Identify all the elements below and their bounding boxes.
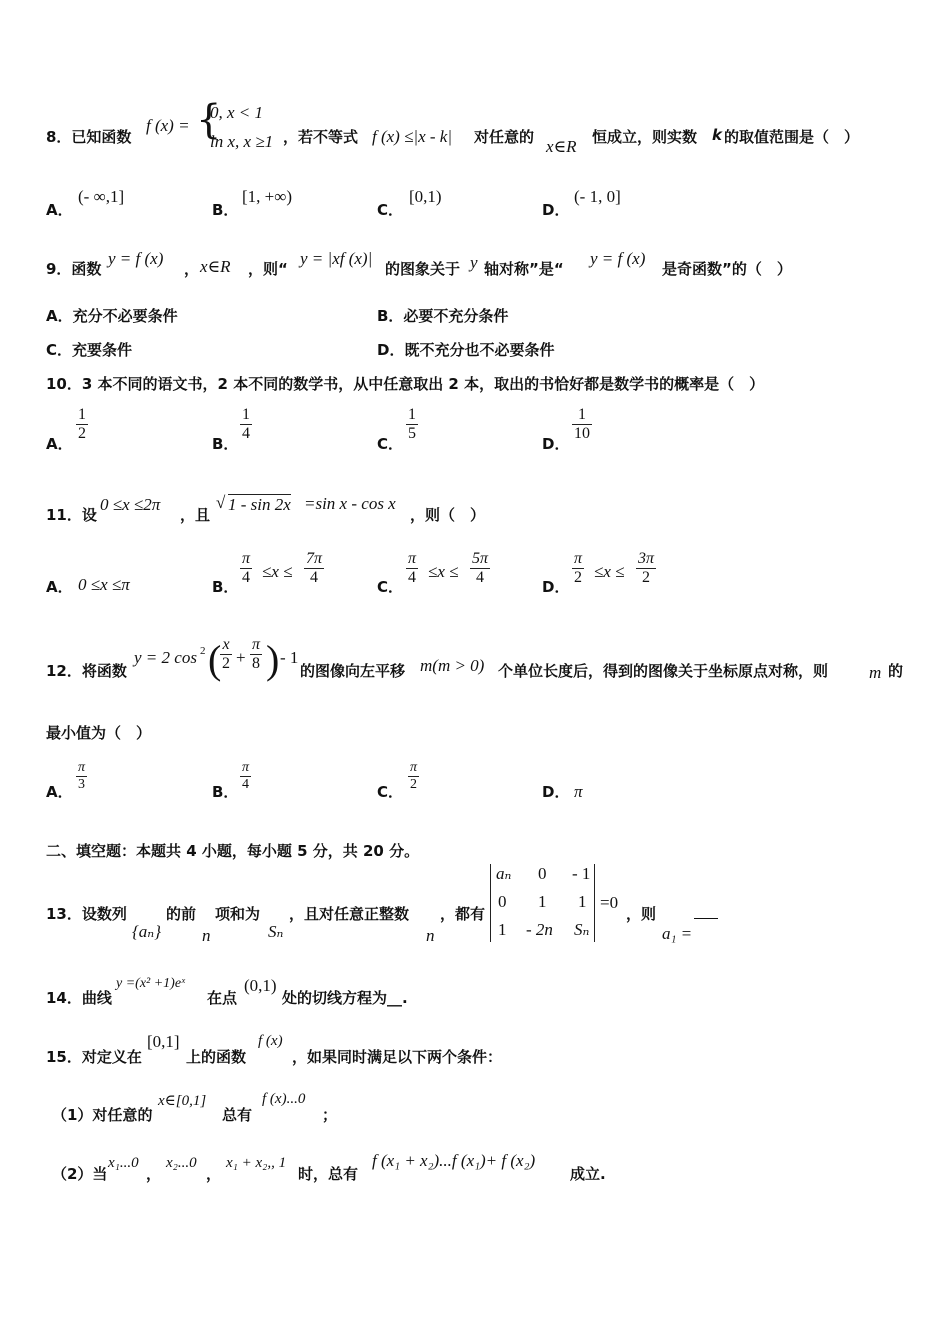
q9-option-d[interactable]: D．既不充分也不必要条件 bbox=[377, 341, 555, 359]
q11-option-d-left: $\frac{\pi}{2}$ bbox=[574, 550, 583, 586]
q11-option-a-value: 0 ≤x ≤π bbox=[78, 575, 130, 594]
q8-brace: { bbox=[196, 97, 222, 143]
q15-cond2-sep2: ， bbox=[206, 1165, 222, 1183]
q12-frac-pi: $\frac{\pi}{8}$ bbox=[252, 636, 261, 672]
q11-number: 11．设 bbox=[46, 506, 97, 524]
q12-text-tail: 个单位长度后，得到的图像关于坐标原点对称，则 bbox=[498, 662, 829, 680]
q10-option-d-fraction: $\frac{1}{10}$ bbox=[574, 406, 590, 442]
q9-sep: ， bbox=[184, 260, 200, 278]
q10-option-a-fraction: $\frac{1}{2}$ bbox=[78, 406, 86, 442]
q12-fn-start: y = 2 cos bbox=[134, 648, 197, 667]
q11-tail: ，则（ ） bbox=[410, 506, 486, 524]
q15-interval: [0,1] bbox=[147, 1032, 180, 1051]
q11-option-b-label[interactable]: B． bbox=[212, 578, 239, 596]
q8-option-d-label[interactable]: D． bbox=[542, 201, 570, 219]
q13-sn: Sₙ bbox=[268, 922, 284, 941]
q8-text-2: 对任意的 bbox=[474, 128, 535, 146]
q9-number: 9．函数 bbox=[46, 260, 102, 278]
q9-condition-2: y = f (x) bbox=[590, 249, 646, 268]
q11-range: 0 ≤x ≤2π bbox=[100, 495, 161, 514]
q12-sup: 2 bbox=[200, 645, 206, 657]
q13-det-r3c1: 1 bbox=[498, 920, 507, 939]
q13-det-right-bar bbox=[594, 864, 595, 942]
q11-rhs: =sin x - cos x bbox=[304, 494, 396, 513]
section-2-heading: 二、填空题：本题共 4 小题，每小题 5 分，共 20 分。 bbox=[46, 842, 420, 860]
q9-text-mid: 的图象关于 bbox=[385, 260, 461, 278]
q15-cond1-label: （1）对任意的 bbox=[52, 1106, 153, 1124]
q13-mid: ，且对任意正整数 bbox=[289, 905, 410, 923]
q10-option-d-label[interactable]: D． bbox=[542, 435, 570, 453]
q15-cond2-sum: x₁ + x₂,, 1 bbox=[226, 1155, 287, 1171]
q12-option-c-label[interactable]: C． bbox=[377, 783, 404, 801]
q15-cond2-when: 时，总有 bbox=[298, 1165, 359, 1183]
q14-number: 14．曲线 bbox=[46, 989, 112, 1007]
q10-option-b-fraction: $\frac{1}{4}$ bbox=[242, 406, 250, 442]
q14-at: 在点 bbox=[207, 989, 238, 1007]
q12-line2: 最小值为（ ） bbox=[46, 724, 152, 742]
q8-inequality: f (x) ≤|x - k| bbox=[372, 127, 453, 146]
q14-tail: 处的切线方程为__. bbox=[282, 989, 408, 1007]
q9-option-c[interactable]: C．充要条件 bbox=[46, 341, 133, 359]
q13-det-r3c3: Sₙ bbox=[574, 920, 590, 939]
q11-option-c-right: $\frac{5\pi}{4}$ bbox=[472, 550, 489, 586]
q15-cond1-end: ； bbox=[322, 1106, 338, 1124]
q12-option-b-fraction: $\frac{\pi}{4}$ bbox=[242, 760, 250, 792]
q8-option-a-label[interactable]: A． bbox=[46, 201, 73, 219]
q8-option-b-label[interactable]: B． bbox=[212, 201, 239, 219]
q11-option-c-left: $\frac{\pi}{4}$ bbox=[408, 550, 417, 586]
q12-option-d-value: π bbox=[574, 782, 583, 801]
q13-an: {aₙ} bbox=[132, 922, 161, 941]
q15-fx: f (x) bbox=[258, 1033, 283, 1049]
q12-number: 12．将函数 bbox=[46, 662, 127, 680]
q8-text-3: 恒成立，则实数 bbox=[592, 128, 698, 146]
q12-m2: m bbox=[869, 663, 882, 682]
q11-option-d-mid: ≤x ≤ bbox=[594, 562, 625, 581]
q13-det-r1c1: aₙ bbox=[496, 864, 512, 883]
q13-answer-blank[interactable] bbox=[694, 918, 718, 919]
q13-a1: a₁ = bbox=[662, 924, 693, 943]
q12-frac-x: $\frac{x}{2}$ bbox=[222, 636, 230, 672]
q9-then: ，则“ bbox=[248, 260, 288, 278]
q9-function: y = f (x) bbox=[108, 249, 164, 268]
q11-option-d-label[interactable]: D． bbox=[542, 578, 570, 596]
q12-option-a-fraction: $\frac{\pi}{3}$ bbox=[78, 760, 86, 792]
q9-text-mid2: 轴对称”是“ bbox=[484, 260, 564, 278]
q11-sqrt-body: 1 - sin 2x bbox=[228, 495, 291, 514]
q15-cond1-mid: 总有 bbox=[222, 1106, 253, 1124]
q12-option-c-fraction: $\frac{\pi}{2}$ bbox=[410, 760, 418, 792]
q11-option-d-right: $\frac{3\pi}{2}$ bbox=[638, 550, 655, 586]
q12-paren-open: ( bbox=[208, 637, 222, 682]
q8-function: f (x) = bbox=[146, 116, 190, 135]
q9-option-b[interactable]: B．必要不充分条件 bbox=[377, 307, 509, 325]
q8-option-d-value: (- 1, 0] bbox=[574, 187, 621, 206]
question-8 bbox=[46, 126, 131, 147]
q11-option-c-mid: ≤x ≤ bbox=[428, 562, 459, 581]
q12-minus-one: - 1 bbox=[280, 648, 299, 667]
q15-cond2-ineq: f (x₁ + x₂)...f (x₁)+ f (x₂) bbox=[372, 1151, 536, 1170]
q14-curve: y =(x² +1)eˣ bbox=[116, 976, 186, 991]
q10-text: 10．3 本不同的语文书，2 本不同的数学书，从中任意取出 2 本，取出的书恰好都是数学书的概率是（ ） bbox=[46, 375, 765, 393]
q13-det-r3c2: - 2n bbox=[526, 920, 553, 939]
q13-number: 13．设数列 bbox=[46, 905, 127, 923]
q11-and: ，且 bbox=[180, 506, 211, 524]
q8-number: 8．已知函数 bbox=[46, 128, 132, 146]
q13-n2: n bbox=[426, 926, 435, 945]
q13-det-r1c2: 0 bbox=[538, 864, 547, 883]
q9-y: y bbox=[470, 253, 478, 272]
q10-option-a-label[interactable]: A． bbox=[46, 435, 73, 453]
q15-cond2-x2: x₂...0 bbox=[166, 1155, 197, 1171]
q8-domain: x∈R bbox=[546, 137, 577, 156]
q12-m: m(m > 0) bbox=[420, 656, 485, 675]
q13-det-r1c3: - 1 bbox=[572, 864, 591, 883]
q8-k: k bbox=[712, 126, 722, 144]
q10-option-c-label[interactable]: C． bbox=[377, 435, 404, 453]
q9-condition-1: y = |xf (x)| bbox=[300, 249, 373, 268]
q15-tail: ，如果同时满足以下两个条件： bbox=[292, 1048, 503, 1066]
q15-cond1-f: f (x)...0 bbox=[262, 1091, 306, 1107]
q9-option-a[interactable]: A．充分不必要条件 bbox=[46, 307, 178, 325]
q8-option-a-value: (- ∞,1] bbox=[78, 187, 125, 206]
q12-option-a-label[interactable]: A． bbox=[46, 783, 73, 801]
q8-piece-2: ln x, x ≥1 bbox=[210, 132, 274, 151]
q11-option-b-right: $\frac{7\pi}{4}$ bbox=[306, 550, 323, 586]
q11-option-a-label[interactable]: A． bbox=[46, 578, 73, 596]
q12-plus: + bbox=[236, 648, 246, 667]
q15-cond1-x: x∈[0,1] bbox=[158, 1093, 207, 1109]
q10-option-b-label[interactable]: B． bbox=[212, 435, 239, 453]
q11-option-c-label[interactable]: C． bbox=[377, 578, 404, 596]
q12-paren-close: ) bbox=[266, 637, 280, 682]
q15-cond2-sep1: ， bbox=[146, 1165, 162, 1183]
q13-he: 项和为 bbox=[215, 905, 261, 923]
q15-number: 15．对定义在 bbox=[46, 1048, 142, 1066]
q14-point: (0,1) bbox=[244, 976, 277, 995]
q12-option-d-label[interactable]: D． bbox=[542, 783, 570, 801]
q13-det-r2c3: 1 bbox=[578, 892, 587, 911]
q13-qian: 的前 bbox=[166, 905, 197, 923]
q15-cond2-end: 成立. bbox=[570, 1165, 606, 1183]
q10-option-c-fraction: $\frac{1}{5}$ bbox=[408, 406, 416, 442]
q8-text-4: 的取值范围是（ ） bbox=[724, 128, 860, 146]
q8-option-b-value: [1, +∞) bbox=[242, 187, 293, 206]
q9-text-tail: 是奇函数”的（ ） bbox=[662, 260, 792, 278]
q8-text-1: ，若不等式 bbox=[283, 128, 359, 146]
q11-option-b-mid: ≤x ≤ bbox=[262, 562, 293, 581]
q8-option-c-label[interactable]: C． bbox=[377, 201, 404, 219]
q13-det-left-bar bbox=[490, 864, 491, 942]
q8-option-c-value: [0,1) bbox=[409, 187, 442, 206]
q12-option-b-label[interactable]: B． bbox=[212, 783, 239, 801]
q15-cond2-x1: x₁...0 bbox=[108, 1155, 139, 1171]
q11-option-b-left: $\frac{\pi}{4}$ bbox=[242, 550, 251, 586]
q12-text-tail2: 的 bbox=[888, 662, 904, 680]
q12-text-mid: 的图像向左平移 bbox=[300, 662, 406, 680]
q8-piece-1: 0, x < 1 bbox=[210, 103, 264, 122]
q13-det-r2c2: 1 bbox=[538, 892, 547, 911]
q13-n: n bbox=[202, 926, 211, 945]
q13-you: ，都有 bbox=[440, 905, 486, 923]
q15-mid: 上的函数 bbox=[186, 1048, 247, 1066]
q9-domain: x∈R bbox=[200, 257, 231, 276]
q11-sqrt-sign: √ bbox=[216, 493, 226, 512]
q13-det-r2c1: 0 bbox=[498, 892, 507, 911]
q13-equals-zero: =0 bbox=[600, 893, 619, 912]
q13-then: ，则 bbox=[626, 905, 657, 923]
q15-cond2-label: （2）当 bbox=[52, 1165, 108, 1183]
